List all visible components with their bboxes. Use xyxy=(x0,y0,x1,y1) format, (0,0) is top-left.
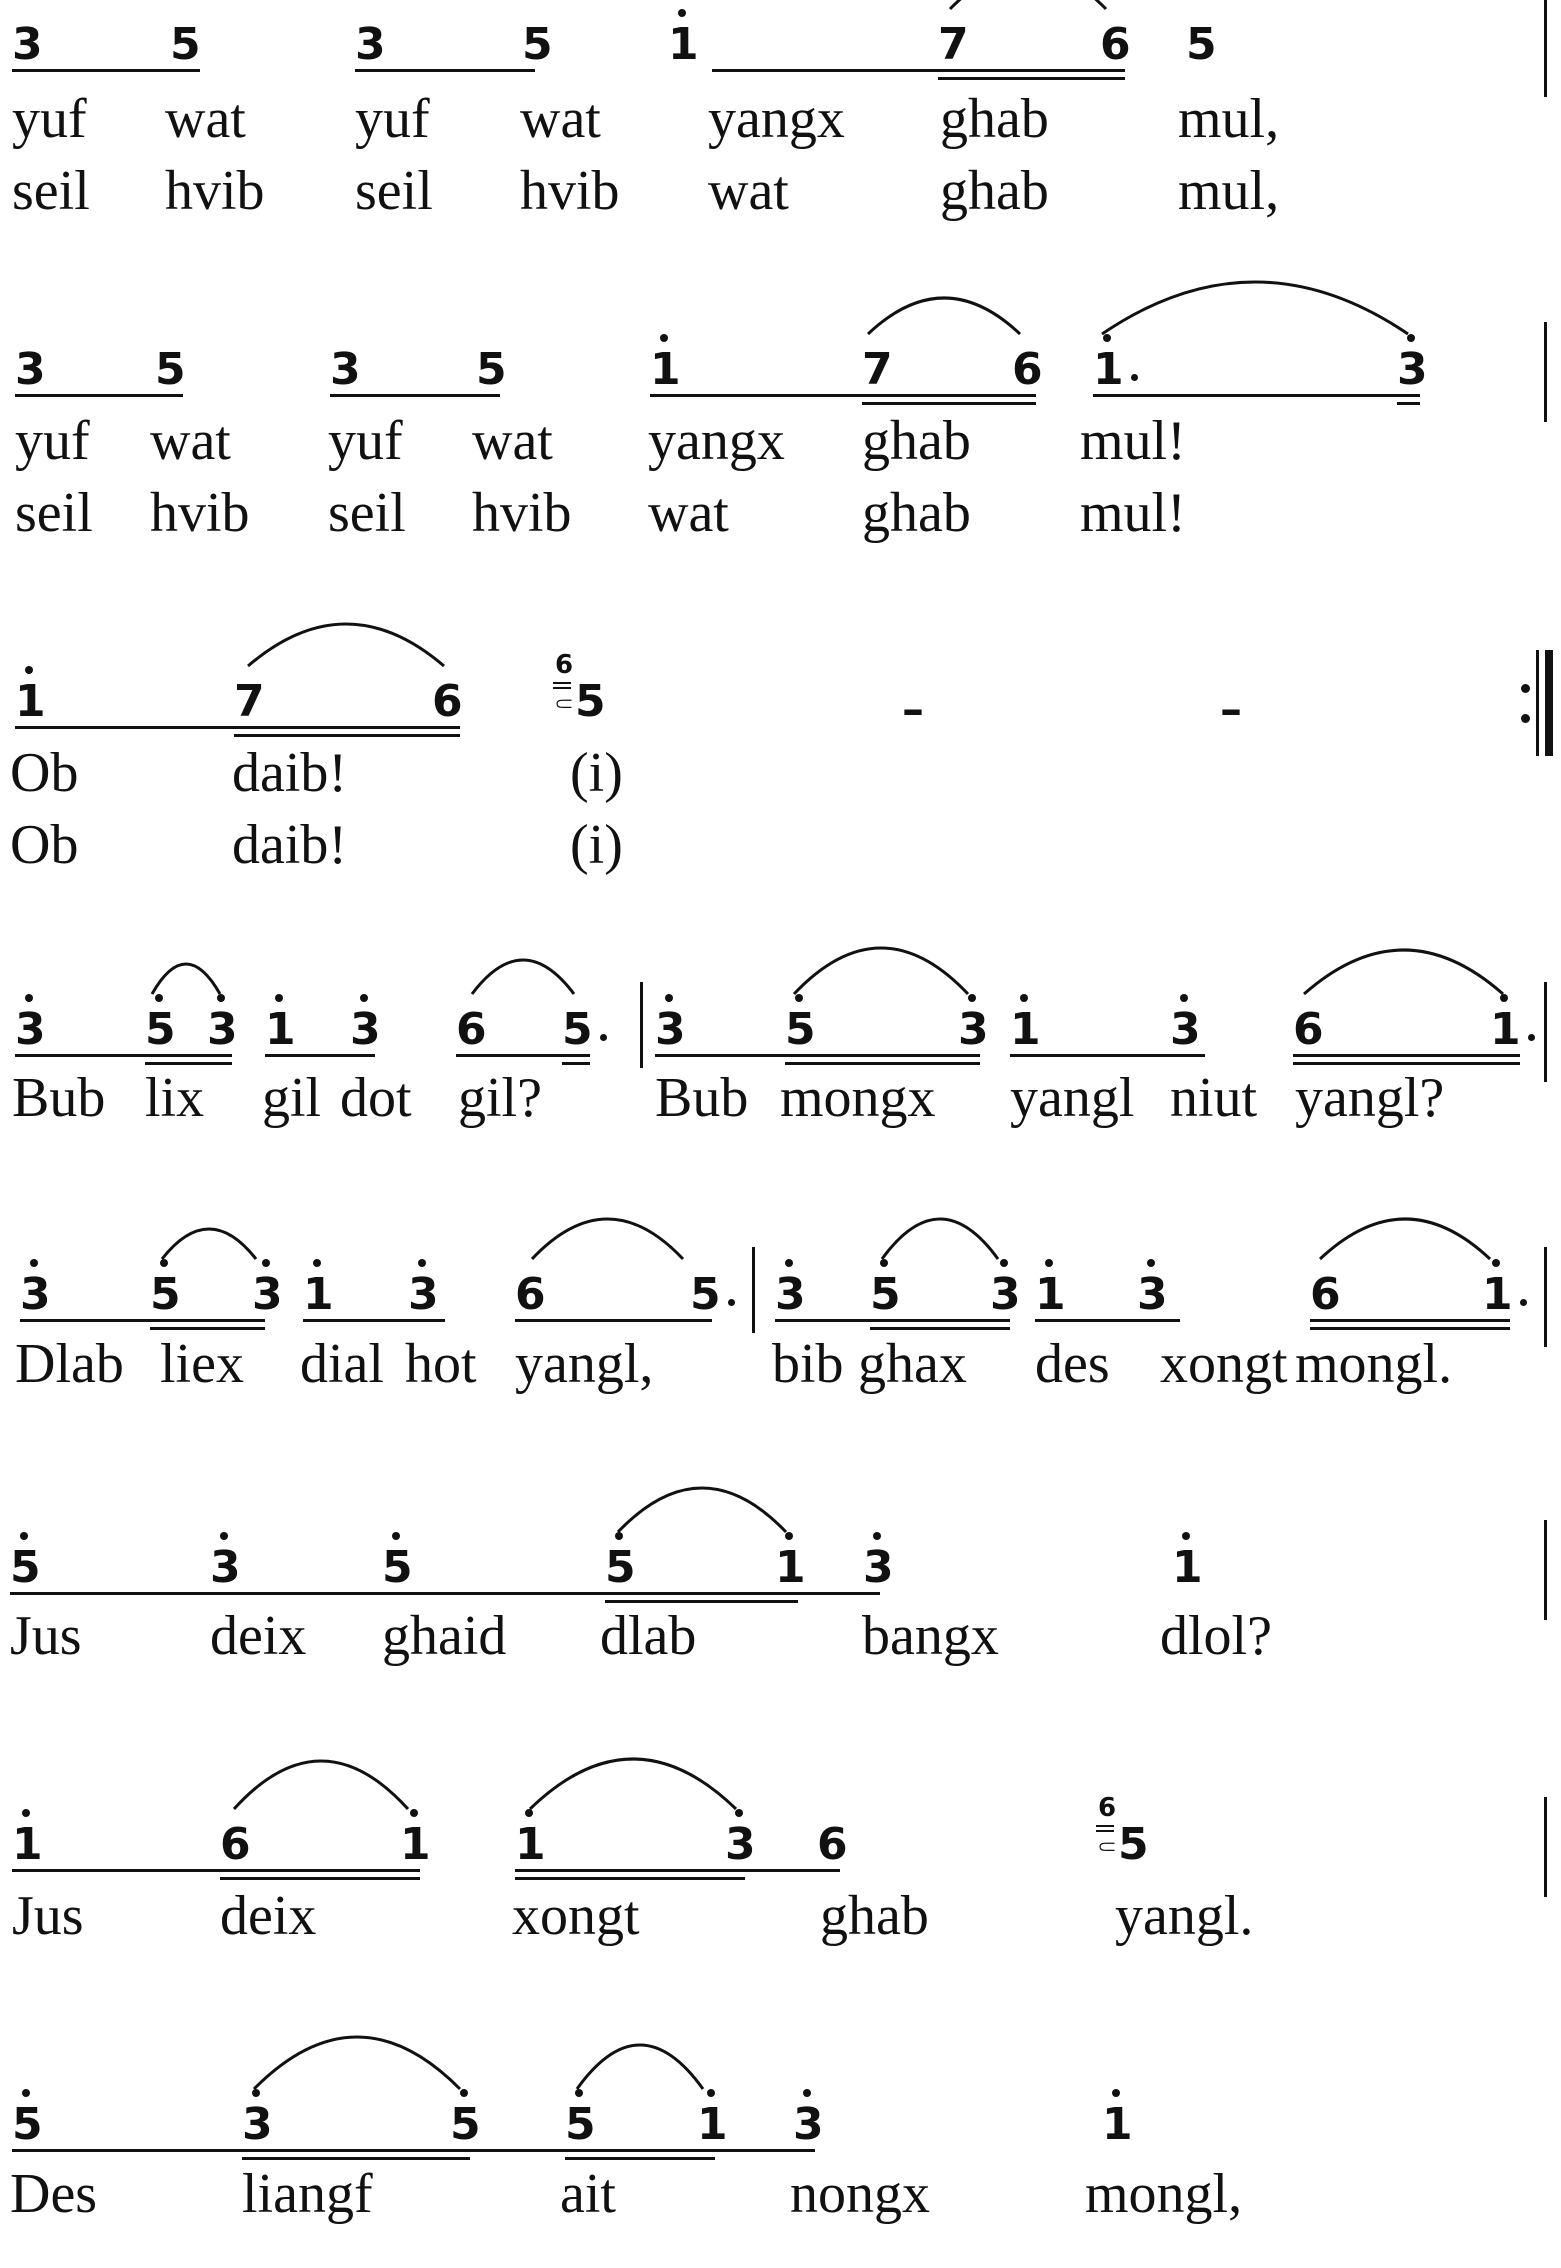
lyric-syllable: dot xyxy=(340,1067,412,1129)
note: 1 xyxy=(1482,1269,1513,1320)
note: 3 xyxy=(20,1269,51,1320)
lyric-syllable: ghax xyxy=(858,1333,967,1395)
repeat-thin-barline xyxy=(1536,650,1539,756)
octave-up-dot xyxy=(678,9,686,17)
beat-underline xyxy=(515,1877,745,1880)
barline xyxy=(1544,982,1547,1082)
note: 5 xyxy=(575,676,606,727)
note: 6 xyxy=(1012,344,1043,395)
augmentation-dot xyxy=(1131,374,1138,381)
lyric-syllable: Jus xyxy=(12,1885,84,1947)
note: 3 xyxy=(350,1004,381,1055)
lyric-syllable: gil? xyxy=(458,1067,542,1129)
grace-note: 6 xyxy=(1098,1793,1117,1823)
octave-up-dot xyxy=(275,994,283,1002)
lyric-syllable: yuf xyxy=(328,410,403,472)
note: 1 xyxy=(265,1004,296,1055)
note: 6 xyxy=(432,676,463,727)
lyric-syllable: wat xyxy=(472,410,553,472)
slur xyxy=(1318,1215,1492,1261)
lyric-syllable: yangl, xyxy=(515,1333,654,1395)
lyric-syllable: niut xyxy=(1170,1067,1258,1129)
note: 6 xyxy=(1100,19,1131,70)
note: 3 xyxy=(242,2099,273,2150)
beat-underline xyxy=(1093,394,1420,397)
lyric-syllable: nongx xyxy=(790,2163,930,2225)
note: 3 xyxy=(655,1004,686,1055)
lyric-syllable: seil xyxy=(328,482,406,544)
octave-up-dot xyxy=(707,2089,715,2097)
barline xyxy=(640,982,643,1068)
note: 5 xyxy=(522,19,553,70)
slur xyxy=(1302,946,1505,996)
octave-up-dot xyxy=(873,1532,881,1540)
note: 3 xyxy=(725,1819,756,1870)
beat-underline xyxy=(12,69,200,72)
lyric-syllable: xongt xyxy=(512,1885,640,1947)
barline xyxy=(1544,1247,1547,1347)
slur xyxy=(880,1215,1000,1261)
grace-underline xyxy=(553,687,571,689)
lyric-syllable: mul! xyxy=(1080,410,1186,472)
beat-underline xyxy=(20,1319,265,1322)
octave-up-dot xyxy=(1045,1259,1053,1267)
lyric-syllable: yuf xyxy=(15,410,90,472)
note: 5 xyxy=(605,1542,636,1593)
octave-up-dot xyxy=(392,1532,400,1540)
beat-underline xyxy=(220,1877,420,1880)
lyric-syllable: ghab xyxy=(862,482,971,544)
lyric-syllable: ghab xyxy=(940,88,1049,150)
lyric-syllable: wat xyxy=(165,88,246,150)
slur xyxy=(232,1757,410,1811)
note: 3 xyxy=(408,1269,439,1320)
octave-up-dot xyxy=(220,1532,228,1540)
note: 1 xyxy=(400,1819,431,1870)
lyric-syllable: bib xyxy=(772,1333,844,1395)
beat-underline xyxy=(150,1327,265,1330)
augmentation-dot xyxy=(1528,1034,1535,1041)
beat-underline xyxy=(938,77,1125,80)
lyric-syllable: daib! xyxy=(232,814,348,876)
repeat-dot xyxy=(1521,684,1530,693)
lyric-syllable: Ob xyxy=(10,742,79,804)
note: 5 xyxy=(382,1542,413,1593)
lyric-syllable: mongl, xyxy=(1085,2163,1243,2225)
octave-up-dot xyxy=(25,666,33,674)
lyric-syllable: Bub xyxy=(12,1067,106,1129)
lyric-syllable: mongx xyxy=(780,1067,936,1129)
note: 6 xyxy=(220,1819,251,1870)
slur xyxy=(948,0,1108,11)
lyric-syllable: ghaid xyxy=(382,1605,507,1667)
note: 6 xyxy=(456,1004,487,1055)
note: 3 xyxy=(330,344,361,395)
note: 6 xyxy=(515,1269,546,1320)
lyric-syllable: hvib xyxy=(150,482,250,544)
note: 6 xyxy=(1310,1269,1341,1320)
note: 1 xyxy=(1010,1004,1041,1055)
octave-up-dot xyxy=(665,994,673,1002)
note: 3 xyxy=(252,1269,283,1320)
slur xyxy=(1100,278,1410,336)
slur xyxy=(575,2041,705,2091)
note: 5 xyxy=(1186,19,1217,70)
note: 1 xyxy=(668,19,699,70)
beat-underline xyxy=(785,1062,980,1065)
note: 5 xyxy=(145,1004,176,1055)
grace-underline xyxy=(1096,1825,1114,1827)
beat-underline xyxy=(355,69,535,72)
note: 1 xyxy=(1035,1269,1066,1320)
grace-hook: ⸦ xyxy=(1094,1833,1121,1863)
note: 6 xyxy=(1293,1004,1324,1055)
lyric-syllable: yangl. xyxy=(1115,1885,1254,1947)
repeat-thick-barline xyxy=(1545,650,1553,756)
beat-underline xyxy=(605,1592,880,1595)
lyric-syllable: liex xyxy=(160,1333,244,1395)
note: 7 xyxy=(938,19,969,70)
beat-underline xyxy=(234,734,460,737)
slur xyxy=(160,1225,258,1261)
note: 7 xyxy=(234,676,265,727)
barline xyxy=(752,1247,755,1333)
beat-underline xyxy=(15,394,183,397)
octave-up-dot xyxy=(1000,1259,1008,1267)
lyric-syllable: daib! xyxy=(232,742,348,804)
note: 3 xyxy=(12,19,43,70)
octave-up-dot xyxy=(313,1259,321,1267)
lyric-syllable: des xyxy=(1035,1333,1110,1395)
sustain-dash: – xyxy=(902,684,924,735)
beat-underline xyxy=(605,1600,798,1603)
lyric-syllable: seil xyxy=(12,160,90,222)
lyric-syllable: ghab xyxy=(940,160,1049,222)
barline xyxy=(1544,1797,1547,1897)
beat-underline xyxy=(565,2149,815,2152)
barline xyxy=(1544,0,1547,97)
beat-underline xyxy=(1010,1054,1205,1057)
note: 3 xyxy=(15,344,46,395)
slur xyxy=(530,1215,685,1261)
lyric-syllable: Jus xyxy=(10,1605,82,1667)
beat-underline xyxy=(712,69,1125,72)
beat-underline xyxy=(1293,1062,1520,1065)
augmentation-dot xyxy=(600,1034,607,1041)
lyric-syllable: yuf xyxy=(355,88,430,150)
note: 5 xyxy=(155,344,186,395)
octave-up-dot xyxy=(1147,1259,1155,1267)
beat-underline xyxy=(650,394,1036,397)
beat-underline xyxy=(1293,1054,1520,1057)
beat-underline xyxy=(655,1054,980,1057)
beat-underline xyxy=(870,1327,1010,1330)
lyric-syllable: mongl. xyxy=(1295,1333,1453,1395)
octave-up-dot xyxy=(660,334,668,342)
lyric-syllable: hvib xyxy=(472,482,572,544)
note: 3 xyxy=(15,1004,46,1055)
beat-underline xyxy=(862,402,1036,405)
lyric-syllable: Des xyxy=(10,2163,98,2225)
beat-underline xyxy=(12,1869,420,1872)
note: 5 xyxy=(562,1004,593,1055)
octave-up-dot xyxy=(20,1532,28,1540)
lyric-syllable: yangx xyxy=(708,88,845,150)
repeat-dot xyxy=(1521,714,1530,723)
note: 3 xyxy=(210,1542,241,1593)
beat-underline xyxy=(1310,1319,1510,1322)
lyric-syllable: liangf xyxy=(242,2163,373,2225)
slur xyxy=(470,956,576,996)
lyric-syllable: wat xyxy=(150,410,231,472)
lyric-syllable: Ob xyxy=(10,814,79,876)
note: 3 xyxy=(990,1269,1021,1320)
beat-underline xyxy=(15,726,460,729)
beat-underline xyxy=(1035,1319,1180,1322)
sustain-dash: – xyxy=(1220,684,1242,735)
octave-up-dot xyxy=(22,2089,30,2097)
note: 3 xyxy=(958,1004,989,1055)
slur xyxy=(252,2033,462,2091)
octave-up-dot xyxy=(1020,994,1028,1002)
note: 1 xyxy=(15,676,46,727)
note: 3 xyxy=(1397,344,1428,395)
lyric-syllable: dial xyxy=(300,1333,384,1395)
lyric-syllable: deix xyxy=(210,1605,307,1667)
lyric-syllable: hot xyxy=(405,1333,477,1395)
lyric-syllable: yangl xyxy=(1010,1067,1135,1129)
octave-up-dot xyxy=(1492,1259,1500,1267)
note: 3 xyxy=(355,19,386,70)
note: 1 xyxy=(697,2099,728,2150)
slur xyxy=(246,620,446,668)
beat-underline xyxy=(565,2157,715,2160)
beat-underline xyxy=(15,1054,232,1057)
lyric-syllable: Dlab xyxy=(15,1333,124,1395)
lyric-syllable: ghab xyxy=(862,410,971,472)
note: 6 xyxy=(817,1819,848,1870)
octave-up-dot xyxy=(1182,1532,1190,1540)
note: 5 xyxy=(170,19,201,70)
lyric-syllable: bangx xyxy=(862,1605,999,1667)
octave-up-dot xyxy=(410,1809,418,1817)
lyric-syllable: dlab xyxy=(600,1605,697,1667)
barline xyxy=(1544,322,1547,422)
note: 1 xyxy=(1102,2099,1133,2150)
note: 5 xyxy=(690,1269,721,1320)
octave-up-dot xyxy=(22,1809,30,1817)
note: 1 xyxy=(515,1819,546,1870)
lyric-syllable: deix xyxy=(220,1885,317,1947)
grace-hook: ⸦ xyxy=(551,690,578,720)
note: 1 xyxy=(1093,344,1124,395)
beat-underline xyxy=(1310,1327,1510,1330)
beat-underline xyxy=(456,1054,590,1057)
note: 1 xyxy=(650,344,681,395)
note: 5 xyxy=(565,2099,596,2150)
octave-up-dot xyxy=(25,994,33,1002)
lyric-syllable: (i) xyxy=(570,742,623,804)
lyric-syllable: gil xyxy=(262,1067,322,1129)
lyric-syllable: wat xyxy=(708,160,789,222)
octave-up-dot xyxy=(360,994,368,1002)
note: 3 xyxy=(775,1269,806,1320)
lyric-syllable: mul! xyxy=(1080,482,1186,544)
lyric-syllable: yangx xyxy=(648,410,785,472)
lyric-syllable: lix xyxy=(145,1067,205,1129)
note: 3 xyxy=(1137,1269,1168,1320)
lyric-syllable: yangl? xyxy=(1295,1067,1445,1129)
note: 5 xyxy=(870,1269,901,1320)
lyric-syllable: hvib xyxy=(520,160,620,222)
lyric-syllable: hvib xyxy=(165,160,265,222)
lyric-syllable: dlol? xyxy=(1160,1605,1272,1667)
augmentation-dot xyxy=(728,1299,735,1306)
note: 3 xyxy=(1170,1004,1201,1055)
note: 5 xyxy=(450,2099,481,2150)
note: 5 xyxy=(476,344,507,395)
lyric-syllable: yuf xyxy=(12,88,87,150)
octave-up-dot xyxy=(785,1259,793,1267)
lyric-syllable: xongt xyxy=(1160,1333,1288,1395)
lyric-syllable: mul, xyxy=(1178,160,1280,222)
note: 1 xyxy=(12,1819,43,1870)
note: 5 xyxy=(785,1004,816,1055)
beat-underline xyxy=(1397,402,1420,405)
slur xyxy=(866,294,1022,336)
note: 5 xyxy=(1118,1819,1149,1870)
note: 5 xyxy=(150,1269,181,1320)
beat-underline xyxy=(330,394,500,397)
note: 3 xyxy=(863,1542,894,1593)
octave-up-dot xyxy=(418,1259,426,1267)
note: 1 xyxy=(303,1269,334,1320)
lyric-syllable: seil xyxy=(355,160,433,222)
octave-up-dot xyxy=(1180,994,1188,1002)
octave-up-dot xyxy=(1112,2089,1120,2097)
lyric-syllable: wat xyxy=(520,88,601,150)
beat-underline xyxy=(515,1869,840,1872)
note: 3 xyxy=(793,2099,824,2150)
note: 7 xyxy=(862,344,893,395)
note: 3 xyxy=(207,1004,238,1055)
note: 1 xyxy=(775,1542,806,1593)
note: 5 xyxy=(10,1542,41,1593)
octave-up-dot xyxy=(803,2089,811,2097)
barline xyxy=(1544,1520,1547,1620)
lyric-syllable: ghab xyxy=(820,1885,929,1947)
lyric-syllable: mul, xyxy=(1178,88,1280,150)
note: 1 xyxy=(1172,1542,1203,1593)
beat-underline xyxy=(775,1319,1010,1322)
slur xyxy=(792,944,970,996)
beat-underline xyxy=(265,1054,375,1057)
lyric-syllable: ait xyxy=(560,2163,616,2225)
slur xyxy=(150,960,222,996)
grace-underline xyxy=(1096,1830,1114,1832)
beat-underline xyxy=(242,2157,470,2160)
lyric-syllable: (i) xyxy=(570,814,623,876)
beat-underline xyxy=(145,1062,232,1065)
lyric-syllable: seil xyxy=(15,482,93,544)
grace-note: 6 xyxy=(555,650,574,680)
beat-underline xyxy=(515,1319,712,1322)
slur xyxy=(616,1484,788,1534)
octave-up-dot xyxy=(262,1259,270,1267)
beat-underline xyxy=(562,1062,590,1065)
lyric-syllable: Bub xyxy=(655,1067,749,1129)
octave-up-dot xyxy=(30,1259,38,1267)
note: 5 xyxy=(12,2099,43,2150)
augmentation-dot xyxy=(1520,1299,1527,1306)
note: 1 xyxy=(1490,1004,1521,1055)
slur xyxy=(528,1755,738,1811)
lyric-syllable: wat xyxy=(648,482,729,544)
beat-underline xyxy=(303,1319,445,1322)
grace-underline xyxy=(553,682,571,684)
